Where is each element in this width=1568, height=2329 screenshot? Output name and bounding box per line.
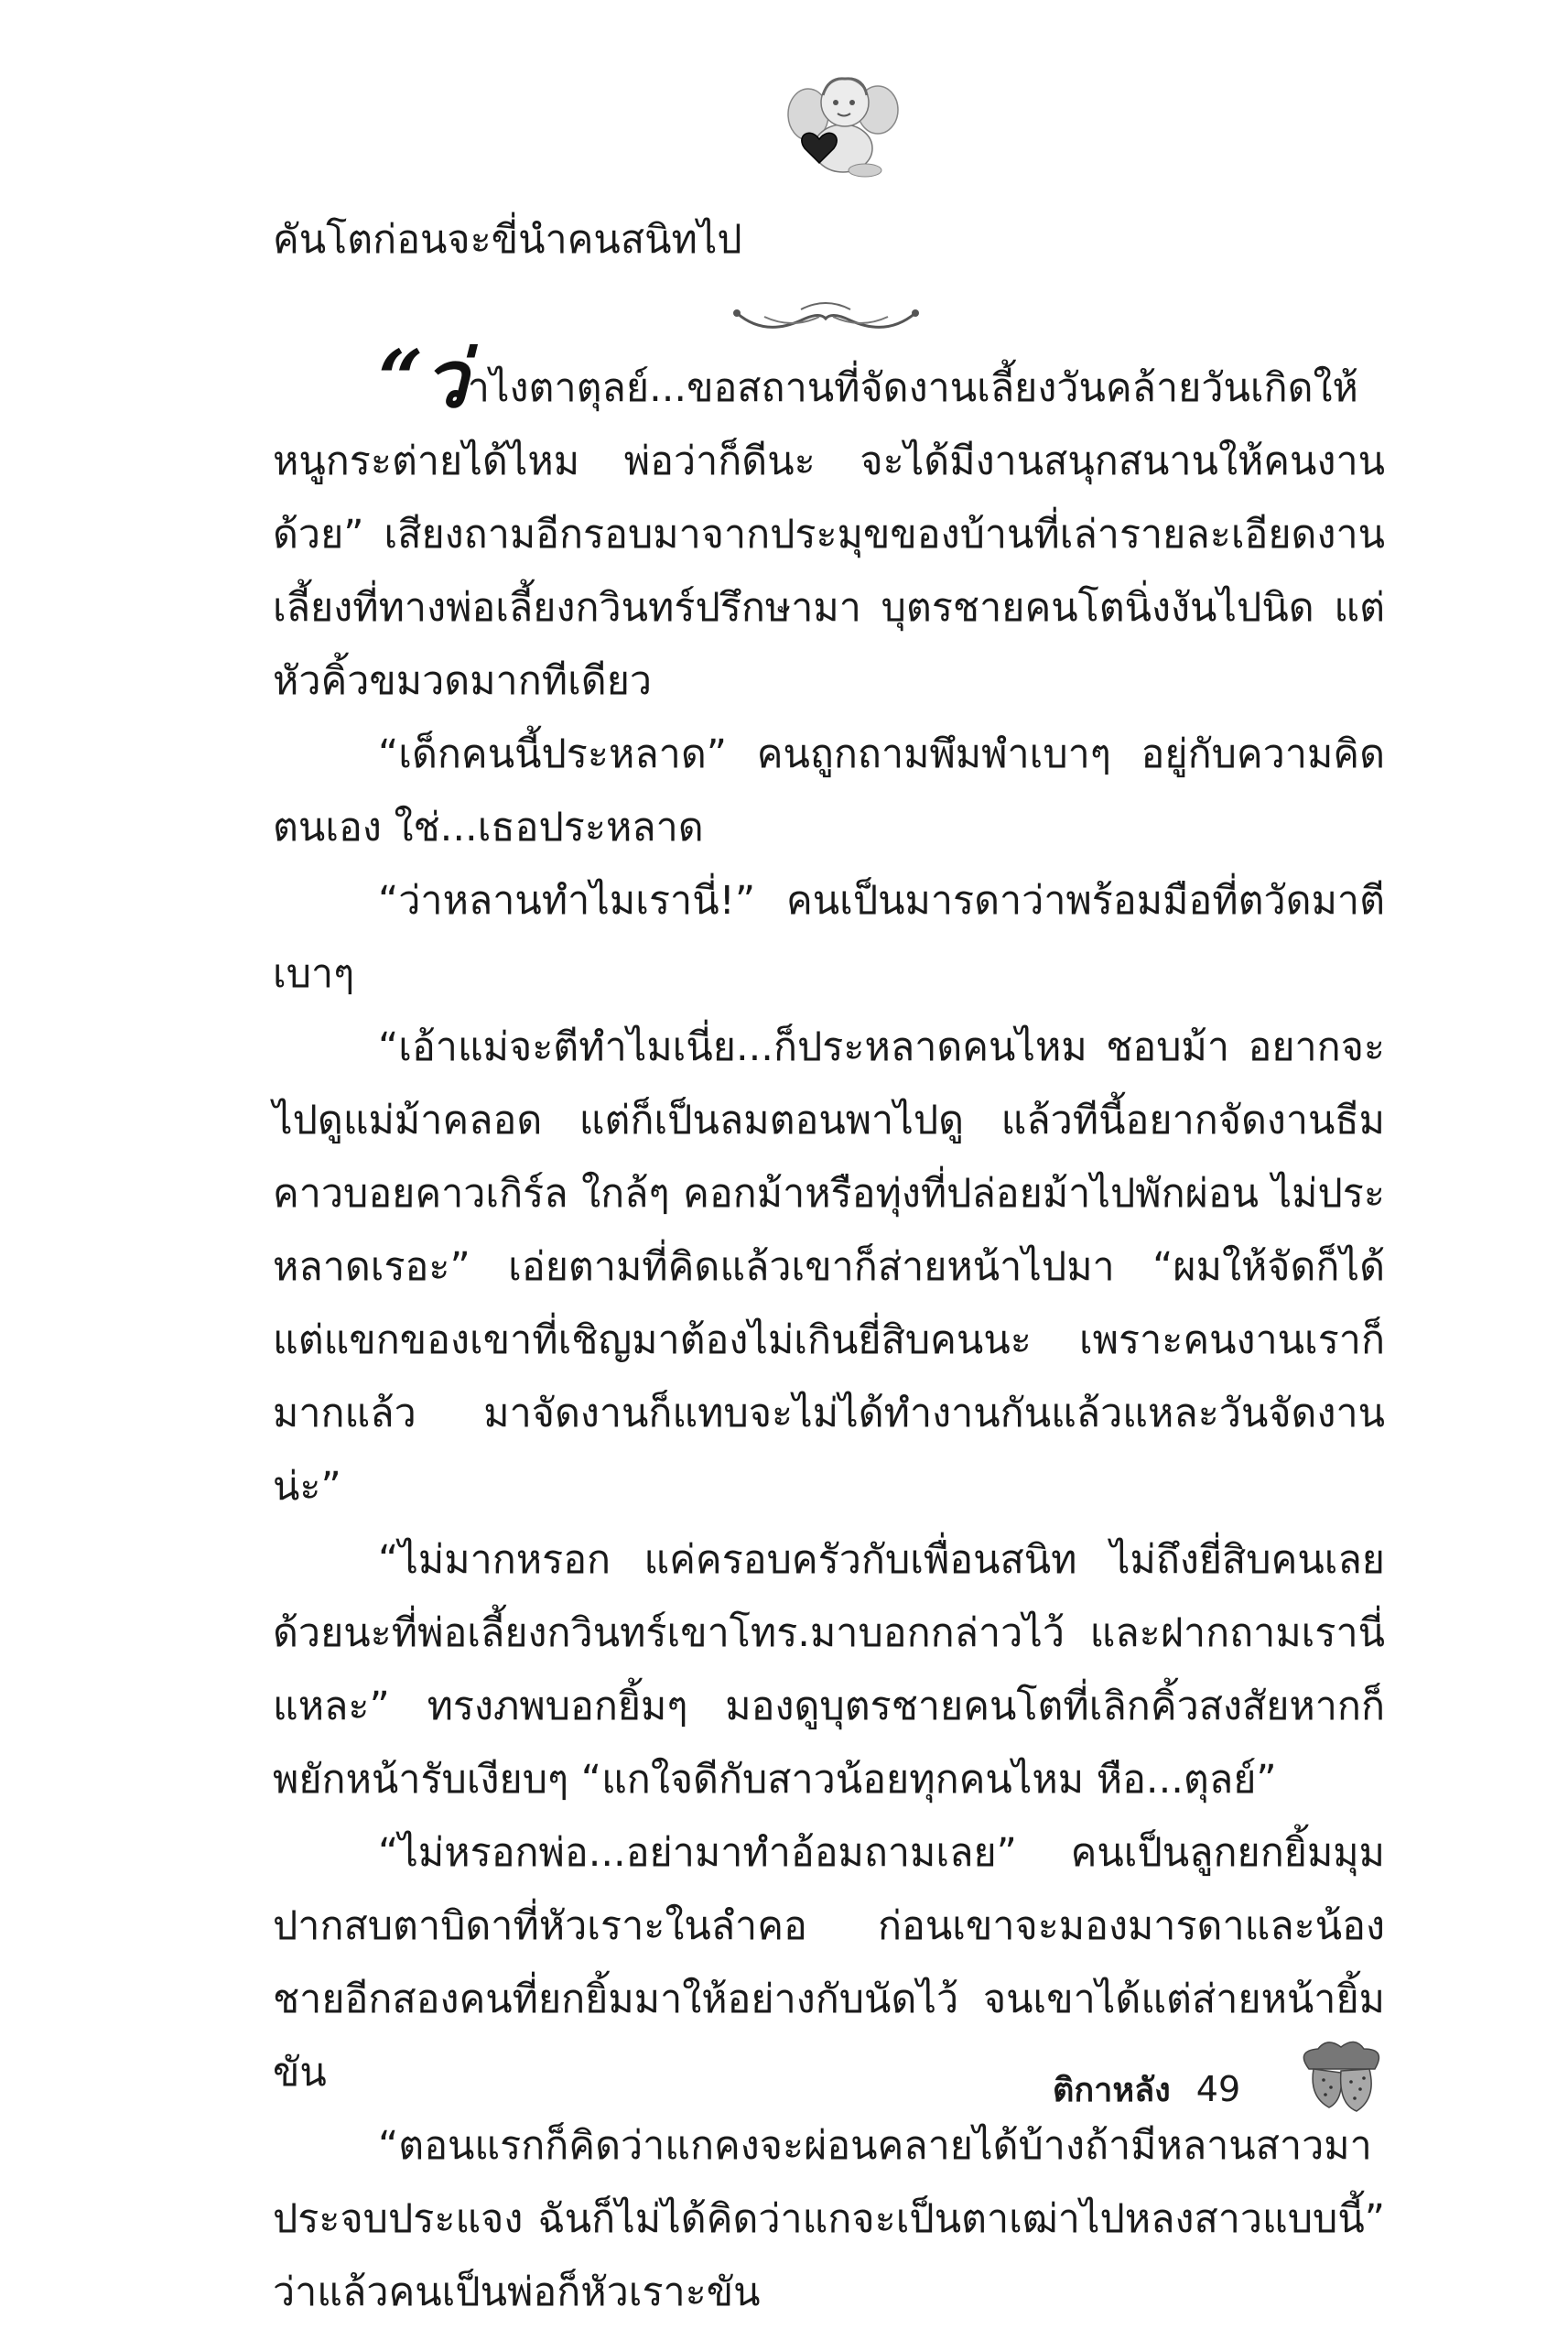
- body-text: [273, 333, 1385, 2329]
- strawberry-icon: [1291, 2032, 1391, 2119]
- paragraph-4: “เอ้าแม่จะตีทำไมเนี่ย...ก็ประหลาดคนไหม ชอบม้า อยากจะไปดูแม่ม้าคลอด แต่ก็เป็นลมตอนพาไปดู แล้วทีนี้อยากจัดงานธีมคาวบอยคาวเกิร์ล ใกล้ๆ คอกม้าหรือทุ่งที่ปล่อยม้าไปพักผ่อน ไม่ประหลาดเรอะ” เอ่ยตามที่คิดแล้วเขาก็ส่ายหน้าไปมา “ผมให้จัดก็ได้ แต่แขกของเขาที่เชิญมาต้องไม่เกินยี่สิบคนนะ เพราะคนงานเราก็มากแล้ว มาจัดงานก็แทบจะไม่ได้ทำงานกันแล้วแหละวันจัดงานน่ะ”: [273, 1024, 1385, 1510]
- paragraph-7: “ตอนแรกก็คิดว่าแกคงจะผ่อนคลายได้บ้างถ้ามีหลานสาวมาประจบประแจง ฉันก็ไม่ได้คิดว่าแกจะเป็นตาเฒ่าไปหลงสาวแบบนี้” ว่าแล้วคนเป็นพ่อก็หัวเราะขัน: [273, 2123, 1385, 2315]
- paragraph-2: “เด็กคนนี้ประหลาด” คนถูกถามพึมพำเบาๆ อยู่กับความคิดตนเอง ใช่...เธอประหลาด: [273, 731, 1385, 850]
- drop-cap: “ว่: [378, 333, 468, 426]
- paragraph-6: “ไม่หรอกพ่อ...อย่ามาทำอ้อมถามเลย” คนเป็นลูกยกยิ้มมุมปากสบตาบิดาที่หัวเราะในลำคอ ก่อนเขาจะมองมารดาและน้องชายอีกสองคนที่ยกยิ้มมาให้อย่างกับนัดไว้ จนเขาได้แต่ส่ายหน้ายิ้มขัน: [273, 1830, 1385, 2096]
- paragraph-3: “ว่าหลานทำไมเรานี่!” คนเป็นมารดาว่าพร้อมมือที่ตวัดมาตีเบาๆ: [273, 878, 1385, 997]
- intro-line: คันโตก่อนจะขี่นำคนสนิทไป: [273, 217, 742, 263]
- intro-text: [273, 203, 1385, 276]
- cupid-heart-icon: [783, 64, 902, 183]
- book-title: ติกาหลัง: [1053, 2071, 1171, 2109]
- paragraph-text: าไงตาตุลย์...ขอสถานที่จัดงานเลี้ยงวันคล้ายวันเกิดให้หนูกระต่ายได้ไหม พ่อว่าก็ดีนะ จะได้มีงานสนุกสนานให้คนงานด้วย” เสียงถามอีกรอบมาจากประมุขของบ้านที่เล่ารายละเอียดงานเลี้ยงที่ทางพ่อเลี้ยงกวินทร์ปรึกษามา บุตรชายคนโตนิ่งงันไปนิด แต่หัวคิ้วขมวดมากทีเดียว: [273, 365, 1385, 704]
- paragraph-5: “ไม่มากหรอก แค่ครอบครัวกับเพื่อนสนิท ไม่ถึงยี่สิบคนเลยด้วยนะที่พ่อเลี้ยงกวินทร์เขาโทร.มาบอกกล่าวไว้ และฝากถามเรานี่แหละ” ทรงภพบอกยิ้มๆ มองดูบุตรชายคนโตที่เลิกคิ้วสงสัยหากก็พยักหน้ารับเงียบๆ “แกใจดีกับสาวน้อยทุกคนไหม หือ...ตุลย์”: [273, 1537, 1385, 1803]
- page-footer: [1053, 2062, 1240, 2117]
- scroll-divider-icon: [728, 293, 925, 343]
- paragraph-1: [273, 333, 1385, 718]
- page-number: 49: [1195, 2069, 1241, 2109]
